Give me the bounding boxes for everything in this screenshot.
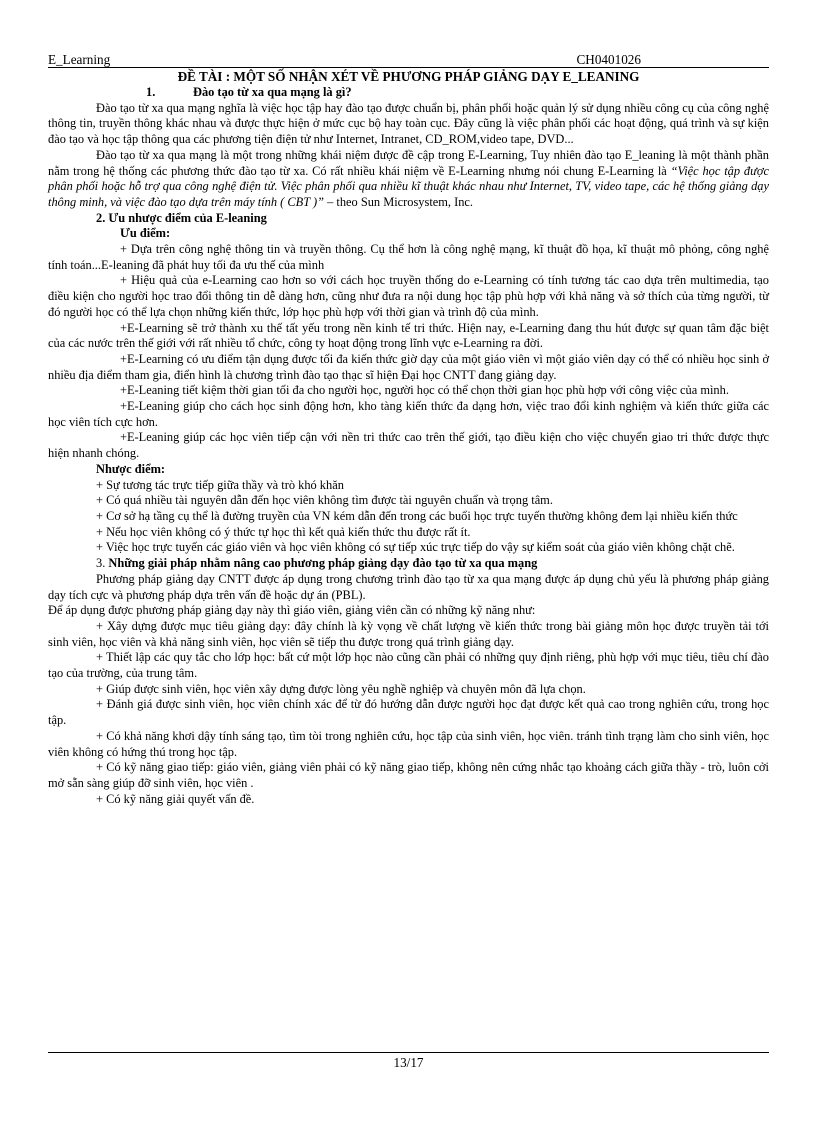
section-1-heading xyxy=(48,85,769,101)
cons-item: + Nếu học viên không có ý thức tự học thì kết quả kiến thức thu được rất ít. xyxy=(96,524,471,539)
section-3-number: 3. xyxy=(96,556,109,571)
p2-end: – theo Sun Microsystem, Inc. xyxy=(324,194,474,209)
section-1-paragraph-1: Đào tạo từ xa qua mạng nghĩa là việc học tập hay đào tạo được chuẩn bị, phân phối hoặc quản lý sử dụng nhiều công cụ của công nghệ thông tin, truyền thông khác nhau và được thực hiện ở mức cục bộ hay toàn cục. Đây cũng là việc phân phối các hoạt động, quá trình và sự kiện đào tạo và học tập thông qua các phương tiện điện tử như Internet, Intranet, CD_ROM,video tape, DVD... xyxy=(48,100,769,147)
document-page xyxy=(48,52,769,807)
skill-item: + Có kỹ năng giải quyết vấn đề. xyxy=(96,791,255,806)
p2-quote: “Việc học tập được phân phối hoặc hỗ trợ qua công nghệ điện tử. Việc phân phối qua nhiều kĩ thuật khác nhau như Internet, TV, video tape, các hệ thống giảng dạy thông minh, và việc đào tạo dựa trên máy tính ( CBT )” xyxy=(48,163,769,209)
section-3-title: Những giải pháp nhằm nâng cao phương pháp giảng dạy đào tạo từ xa qua mạng xyxy=(108,556,538,571)
skill-item: + Có khả năng khơi dậy tính sáng tạo, tìm tòi trong nghiên cứu, học tập của sinh viên, học viên. tránh tình trạng làm cho sinh viên, học viên không có hứng thú trong học tập. xyxy=(48,728,769,759)
header-right: CH0401026 xyxy=(576,52,641,67)
section-3-paragraph-1: Phương pháp giảng dạy CNTT được áp dụng trong chương trình đào tạo từ xa qua mạng được áp dụng chủ yếu là phương pháp giảng dạy tích cực và phương pháp dựa trên vấn đề hoặc dự án (PBL). xyxy=(48,571,769,602)
cons-item: + Có quá nhiều tài nguyên dẫn đến học viên không tìm được tài nguyên chuẩn và trọng tâm. xyxy=(96,493,553,508)
section-1-number: 1. xyxy=(146,85,156,99)
cons-item: + Sự tương tác trực tiếp giữa thầy và trò khó khăn xyxy=(96,477,344,492)
skill-item: + Xây dựng được mục tiêu giảng dạy: đây chính là kỳ vọng về chất lượng về kiến thức trong bài giảng môn học được truyền tải tới sinh viên, học viên và khả năng sinh viên, học viên sẽ tiếp thu được trong quá trình giảng dạy. xyxy=(48,618,769,649)
page-number: 13/17 xyxy=(393,1055,424,1070)
pros-item: + Dựa trên công nghệ thông tin và truyền thông. Cụ thể hơn là công nghệ mạng, kĩ thuật đồ họa, kĩ thuật mô phỏng, công nghệ tính toán...E-leaning đã phát huy tối đa ưu thế của mình xyxy=(48,242,769,272)
cons-item: + Cơ sở hạ tầng cụ thể là đường truyền của VN kém dẫn đến trong các buổi học trực tuyến thường không đem lại nhiều kiến thức xyxy=(96,508,738,523)
cons-item: + Việc học trực tuyến các giáo viên và học viên không có sự tiếp xúc trực tiếp do vậy sự kiểm soát của giáo viên không chặt chẽ. xyxy=(96,540,735,555)
pros-item: +E-Leaning tiết kiệm thời gian tối đa cho người học, người học có thể chọn thời gian học phù hợp với công việc của mình. xyxy=(120,383,729,398)
pros-item: +E-Leaning giúp cho cách học sinh động hơn, kho tàng kiến thức đa dạng hơn, việc trao đổi kinh nghiệm và kiến thức giữa các học viên tích cực hơn. xyxy=(48,399,769,429)
pros-item: + Hiệu quả của e-Learning cao hơn so với cách học truyền thống do e-Learning có tính tương tác cao dựa trên multimedia, tạo điều kiện cho người học trao đổi thông tin dễ dàng hơn, cũng như đưa ra nội dung học tập phù hợp với khả năng và sở thích của từng người, từ đó người học có thể lựa chọn những kiến thức, lớp học phù hợp với thời gian và trình độ của mình. xyxy=(48,273,769,319)
section-1-paragraph-2 xyxy=(48,148,769,211)
cons-label: Nhược điểm: xyxy=(96,461,166,476)
page-footer xyxy=(48,1052,769,1071)
skill-item: + Thiết lập các quy tắc cho lớp học: bất cứ một lớp học nào cũng cần phải có những quy định riêng, phù hợp với mục tiêu, tiêu chí đào tạo của trường, của trung tâm. xyxy=(48,650,769,681)
pros-label: Ưu điểm: xyxy=(120,226,171,241)
page-header xyxy=(48,52,769,68)
pros-item: +E-Leaning giúp các học viên tiếp cận với nền tri thức cao trên thế giới, tạo điều kiện cho việc chuyển giao tri thức được thực hiện nhanh chóng. xyxy=(48,430,769,461)
pros-item: +E-Learning sẽ trở thành xu thế tất yếu trong nền kinh tế tri thức. Hiện nay, e-Learning đang thu hút được sự quan tâm đặc biệt của các nước trên thế giới với rất nhiều tổ chức, công ty hoạt động trong lĩnh vực e-Learning ra đời. xyxy=(48,320,769,351)
header-left: E_Learning xyxy=(48,52,111,67)
document-title: ĐỀ TÀI : MỘT SỐ NHẬN XÉT VỀ PHƯƠNG PHÁP GIẢNG DẠY E_LEANING xyxy=(177,69,640,84)
section-1-title: Đào tạo từ xa qua mạng là gì? xyxy=(193,85,352,99)
section-2-heading: 2. Ưu nhược điểm của E-leaning xyxy=(96,210,267,225)
p2-start: Đào tạo từ xa qua mạng là một trong những khái niệm được đề cập trong E-Learning, Tuy nhiên đào tạo E_leaning là một thành phần nằm trong hệ thống các phương thức đào tạo từ xa. Có rất nhiều khái niệm về E-Learning nhưng nói chung E-Learning là xyxy=(48,147,769,178)
pros-item: +E-Learning có ưu điểm tận dụng được tối đa kiến thức giờ dạy của một giáo viên vì một giáo viên dạy có thể có nhiều học sinh ở nhiều địa điểm tham gia, điển hình là chương trình đào tạo thạc sĩ hiện Đại học CNTT đang giảng dạy. xyxy=(48,351,769,382)
skill-item: + Giúp được sinh viên, học viên xây dựng được lòng yêu nghề nghiệp và chuyên môn đã lựa chọn. xyxy=(96,681,586,696)
section-3-heading xyxy=(48,556,769,572)
section-3-paragraph-2: Để áp dụng được phương pháp giảng dạy này thì giáo viên, giảng viên cần có những kỹ năng như: xyxy=(48,603,536,618)
skill-item: + Đánh giá được sinh viên, học viên chính xác để từ đó hướng dẫn được người học đạt được kết quả cao trong nghiên cứu, trong học tập. xyxy=(48,697,769,728)
skill-item: + Có kỹ năng giao tiếp: giáo viên, giảng viên phải có kỹ năng giao tiếp, không nên cứng nhắc tạo khoảng cách giữa thầy - trò, luôn cởi mở sẵn sàng giúp đỡ sinh viên, học viên . xyxy=(48,760,769,790)
